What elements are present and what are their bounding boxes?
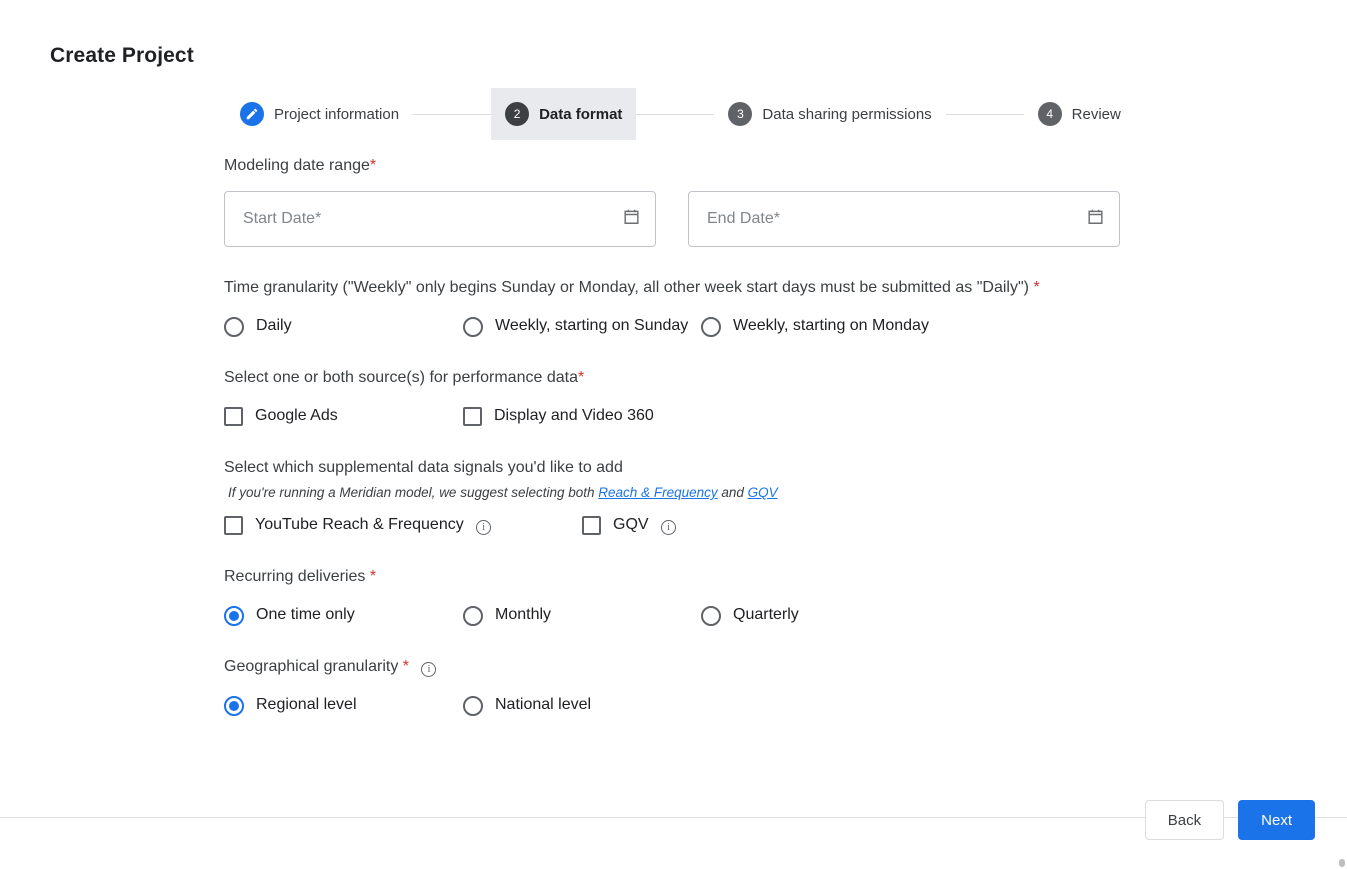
performance-data-sources-options (224, 405, 1124, 427)
next-button[interactable]: Next (1238, 800, 1315, 840)
back-button[interactable]: Back (1145, 800, 1224, 840)
radio-icon[interactable] (701, 606, 721, 626)
reach-and-frequency-link[interactable]: Reach & Frequency (598, 485, 718, 501)
recurring-deliveries-text: Recurring deliveries (224, 568, 366, 586)
radio-label-weekly-monday: Weekly, starting on Monday (733, 317, 929, 335)
step-label-review: Review (1071, 105, 1121, 123)
step-label-data-sharing-permissions: Data sharing permissions (762, 105, 932, 123)
checkbox-icon[interactable] (224, 407, 243, 426)
performance-data-sources-group (224, 365, 1124, 427)
step-label-project-information: Project information (274, 105, 400, 123)
radio-label-weekly-sunday: Weekly, starting on Sunday (495, 317, 689, 335)
step-project-information[interactable] (226, 88, 413, 140)
start-date-placeholder: Start Date* (243, 210, 322, 228)
checkbox-label-google-ads: Google Ads (255, 407, 338, 425)
checkbox-icon[interactable] (463, 407, 482, 426)
time-granularity-label (224, 275, 1124, 301)
step-review[interactable] (1024, 88, 1135, 140)
footer-actions (1145, 800, 1315, 840)
modeling-date-range-label (224, 152, 1124, 179)
step-connector-3 (946, 114, 1024, 115)
date-range-row (224, 191, 1124, 247)
recurring-deliveries-group (224, 564, 1124, 626)
stepper (226, 88, 1135, 140)
performance-data-sources-label (224, 365, 1124, 391)
time-granularity-options (224, 315, 1124, 337)
checkbox-option-google-ads[interactable] (224, 405, 463, 427)
page-title: Create Project (50, 44, 194, 67)
calendar-icon[interactable] (1086, 207, 1105, 231)
geographical-granularity-text: Geographical granularity (224, 658, 399, 676)
radio-option-national-level[interactable] (463, 694, 701, 716)
checkbox-label-display-and-video-360: Display and Video 360 (494, 407, 654, 425)
checkbox-option-display-and-video-360[interactable] (463, 405, 701, 427)
recurring-deliveries-options (224, 604, 1124, 626)
supplemental-signals-hint (228, 485, 1124, 500)
calendar-icon[interactable] (622, 207, 641, 231)
scrollbar-thumb[interactable] (1339, 859, 1345, 867)
step-connector-2 (636, 114, 714, 115)
supplemental-signals-label: Select which supplemental data signals you'd like to add (224, 459, 623, 477)
step-number-4: 4 (1038, 102, 1062, 126)
radio-label-daily: Daily (256, 317, 292, 335)
radio-option-daily[interactable] (224, 315, 463, 337)
required-asterisk: * (402, 658, 410, 676)
radio-icon[interactable] (224, 696, 244, 716)
start-date-field[interactable] (224, 191, 656, 247)
radio-label-national-level: National level (495, 696, 592, 714)
step-number-2: 2 (505, 102, 529, 126)
radio-icon[interactable] (463, 317, 483, 337)
end-date-placeholder: End Date* (707, 210, 780, 228)
info-icon[interactable]: i (421, 662, 436, 677)
step-label-data-format: Data format (539, 105, 623, 123)
hint-text-before: If you're running a Meridian model, we suggest selecting both (228, 485, 599, 501)
geographical-granularity-label (224, 654, 1124, 680)
checkbox-icon[interactable] (224, 516, 243, 535)
time-granularity-text: Time granularity ("Weekly" only begins Sunday or Monday, all other week start days must be submitted as "Daily") (224, 279, 1029, 297)
radio-icon[interactable] (463, 606, 483, 626)
radio-label-monthly: Monthly (495, 606, 552, 624)
radio-option-weekly-monday[interactable] (701, 315, 941, 337)
radio-label-one-time-only: One time only (256, 606, 355, 624)
radio-option-weekly-sunday[interactable] (463, 315, 701, 337)
hint-text-middle: and (717, 485, 748, 501)
radio-icon[interactable] (463, 696, 483, 716)
required-asterisk: * (577, 369, 585, 387)
checkbox-icon[interactable] (582, 516, 601, 535)
radio-icon[interactable] (701, 317, 721, 337)
edit-icon (240, 102, 264, 126)
recurring-deliveries-label (224, 564, 1124, 590)
radio-icon[interactable] (224, 606, 244, 626)
step-data-sharing-permissions[interactable] (714, 88, 945, 140)
checkbox-label-youtube-reach-frequency: YouTube Reach & Frequency (255, 516, 464, 534)
radio-option-regional-level[interactable] (224, 694, 463, 716)
performance-data-sources-text: Select one or both source(s) for performance data (224, 369, 578, 387)
step-number-3: 3 (728, 102, 752, 126)
radio-option-quarterly[interactable] (701, 604, 941, 626)
data-format-form (224, 152, 1124, 716)
time-granularity-group (224, 275, 1124, 337)
checkbox-option-youtube-reach-frequency[interactable] (224, 514, 582, 536)
required-asterisk: * (1033, 279, 1040, 297)
radio-label-regional-level: Regional level (256, 696, 357, 714)
step-connector-1 (413, 114, 491, 115)
geographical-granularity-options (224, 694, 1124, 716)
info-icon[interactable]: i (476, 520, 491, 535)
required-asterisk: * (369, 568, 377, 586)
gqv-link[interactable]: GQV (747, 485, 778, 501)
required-asterisk: * (369, 157, 377, 174)
info-icon[interactable]: i (661, 520, 676, 535)
radio-label-quarterly: Quarterly (733, 606, 799, 624)
form-footer (0, 811, 1347, 869)
supplemental-signals-group (224, 455, 1124, 536)
radio-icon[interactable] (224, 317, 244, 337)
step-data-format[interactable] (491, 88, 636, 140)
radio-option-monthly[interactable] (463, 604, 701, 626)
radio-option-one-time-only[interactable] (224, 604, 463, 626)
geographical-granularity-group (224, 654, 1124, 716)
modeling-date-range-text: Modeling date range (224, 157, 370, 174)
checkbox-option-gqv[interactable] (582, 514, 676, 536)
end-date-field[interactable] (688, 191, 1120, 247)
supplemental-signals-options (224, 514, 1124, 536)
checkbox-label-gqv: GQV (613, 516, 649, 534)
